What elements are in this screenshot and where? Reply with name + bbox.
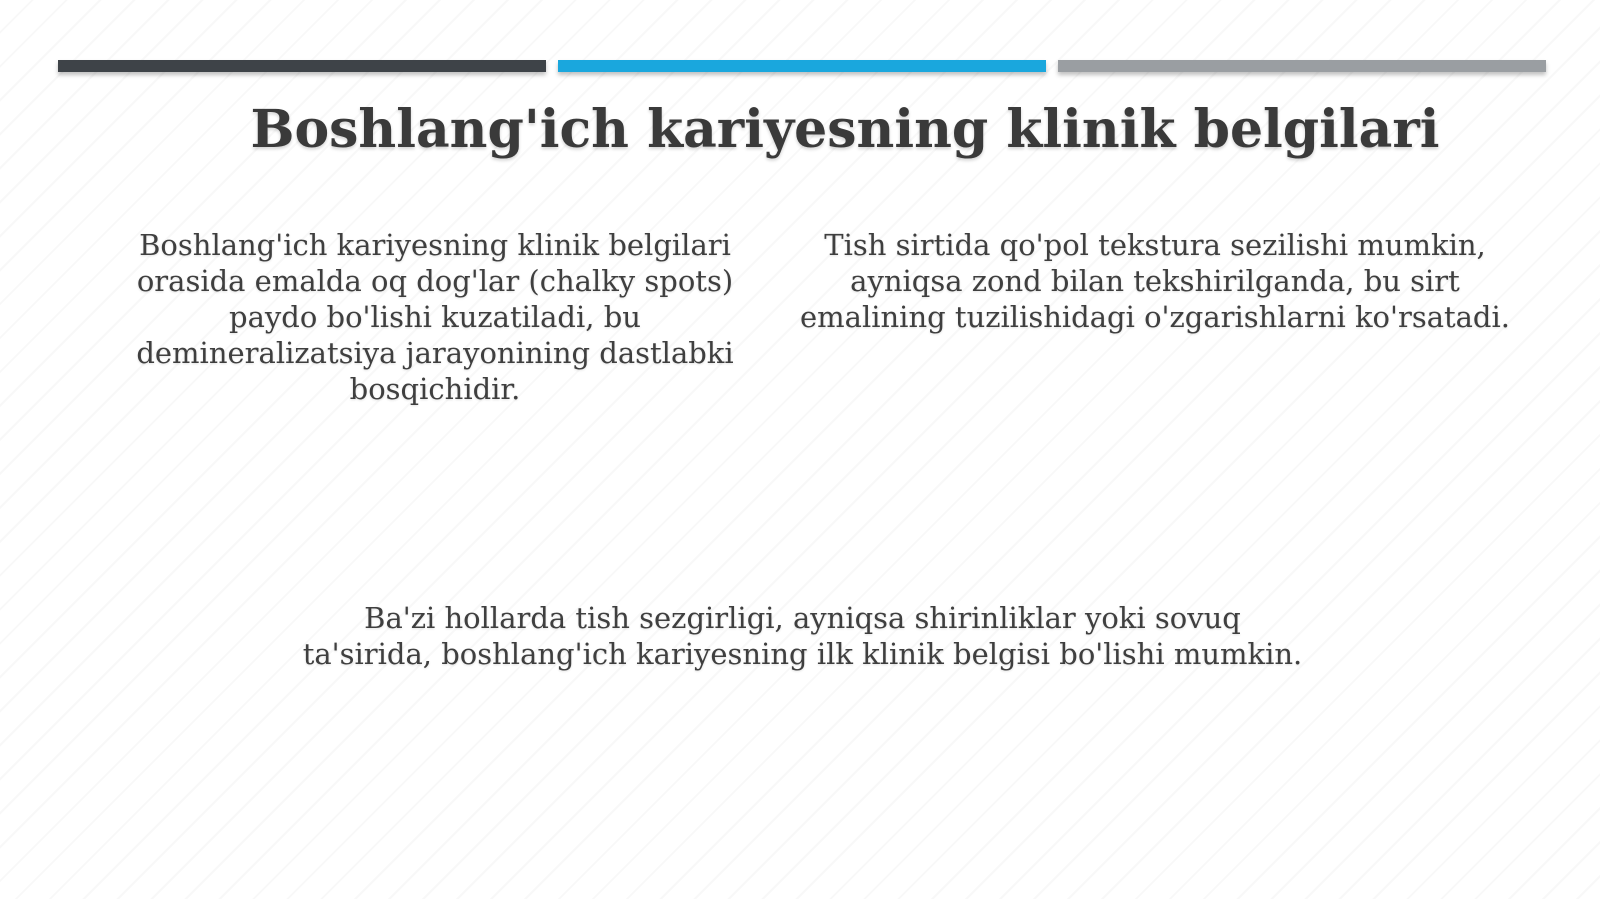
bottom-text-block: Ba'zi hollarda tish sezgirligi, ayniqsa shirinliklar yoki sovuq ta'sirida, boshlang'ich kariyesning ilk klinik belgisi bo'lishi mumkin.: [302, 601, 1303, 671]
right-text-block: Tish sirtida qo'pol tekstura sezilishi mumkin, ayniqsa zond bilan tekshirilganda, bu sirt emalining tuzilishidagi o'zgarishlarni ko'rsatadi.: [800, 228, 1510, 334]
slide-title: Boshlang'ich kariyesning klinik belgilari: [250, 99, 1440, 160]
top-bar-dark: [58, 60, 546, 72]
top-bar-gray: [1058, 60, 1546, 72]
left-text-block: Boshlang'ich kariyesning klinik belgilari orasida emalda oq dog'lar (chalky spots) paydo bo'lishi kuzatiladi, bu demineralizatsiya jarayonining dastlabki bosqichidir.: [136, 228, 734, 406]
top-bar-blue: [558, 60, 1046, 72]
